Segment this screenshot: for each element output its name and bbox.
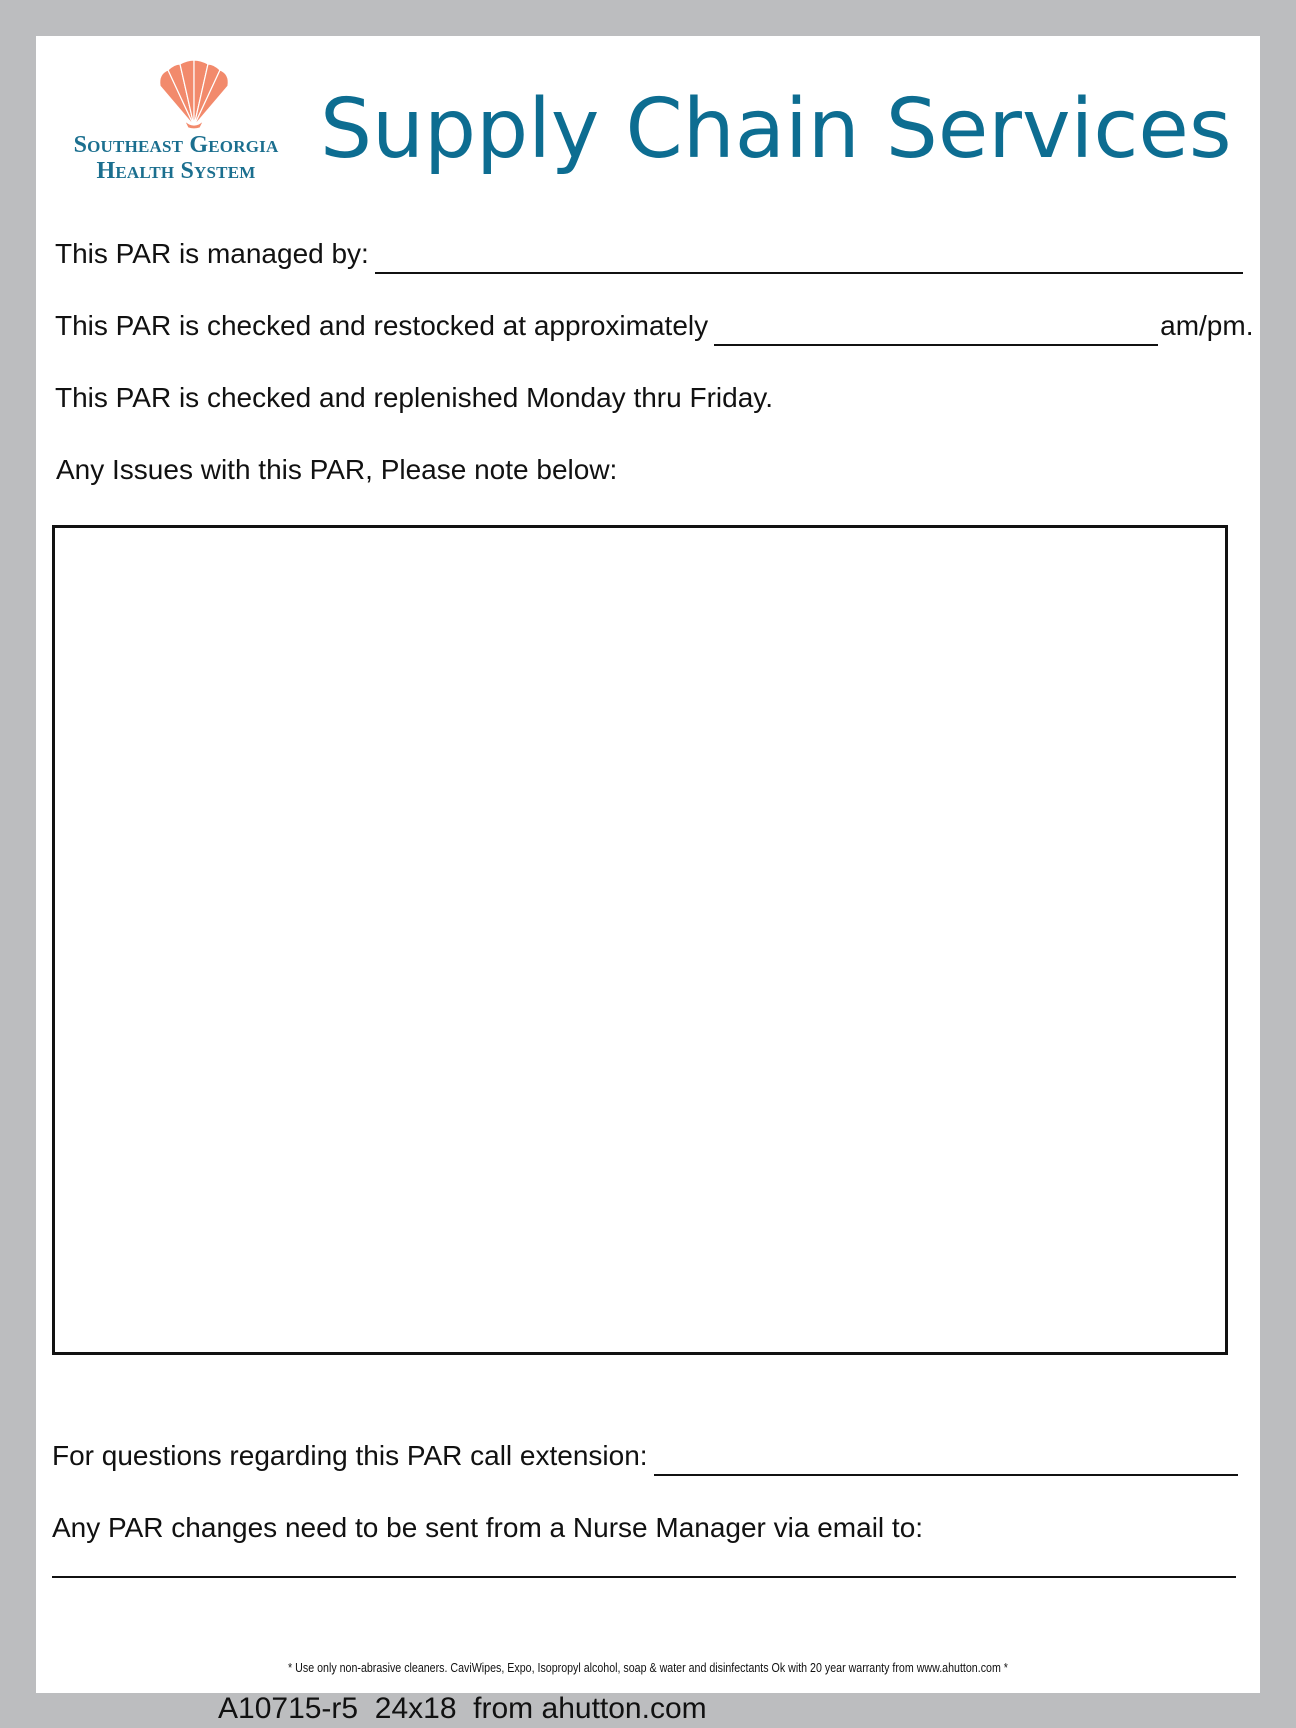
schedule-text: This PAR is checked and replenished Monday thru Friday.	[55, 382, 773, 413]
shell-icon	[156, 60, 232, 130]
email-field[interactable]	[52, 1576, 1236, 1578]
managed-by-row	[55, 234, 1243, 274]
extension-row	[52, 1436, 1238, 1476]
issues-notes-box[interactable]	[52, 525, 1228, 1355]
par-changes-text: Any PAR changes need to be sent from a Nurse Manager via email to:	[52, 1512, 924, 1543]
page-title: Supply Chain Services	[320, 82, 1232, 177]
extension-field[interactable]	[654, 1444, 1238, 1476]
sign-sheet	[36, 36, 1260, 1693]
part-number: A10715-r5 24x18 from ahutton.com	[218, 1692, 707, 1725]
extension-label: For questions regarding this PAR call extension:	[52, 1440, 648, 1471]
restock-time-row	[55, 306, 1253, 346]
restock-time-suffix: am/pm.	[1160, 310, 1254, 341]
organization-name	[56, 132, 296, 184]
organization-name-line1: Southeast Georgia	[73, 132, 279, 158]
cleaning-disclaimer: * Use only non-abrasive cleaners. CaviWipes, Expo, Isopropyl alcohol, soap & water and disinfectants Ok with 20 year warranty from www.ahutton.com *	[288, 1660, 1008, 1675]
organization-name-line2: Health System	[96, 158, 256, 184]
managed-by-label: This PAR is managed by:	[55, 238, 369, 269]
logo	[56, 60, 296, 190]
restock-time-field[interactable]	[714, 314, 1158, 346]
restock-time-label: This PAR is checked and restocked at approximately	[55, 310, 709, 341]
issues-label: Any Issues with this PAR, Please note below:	[56, 454, 618, 485]
managed-by-field[interactable]	[375, 242, 1243, 274]
